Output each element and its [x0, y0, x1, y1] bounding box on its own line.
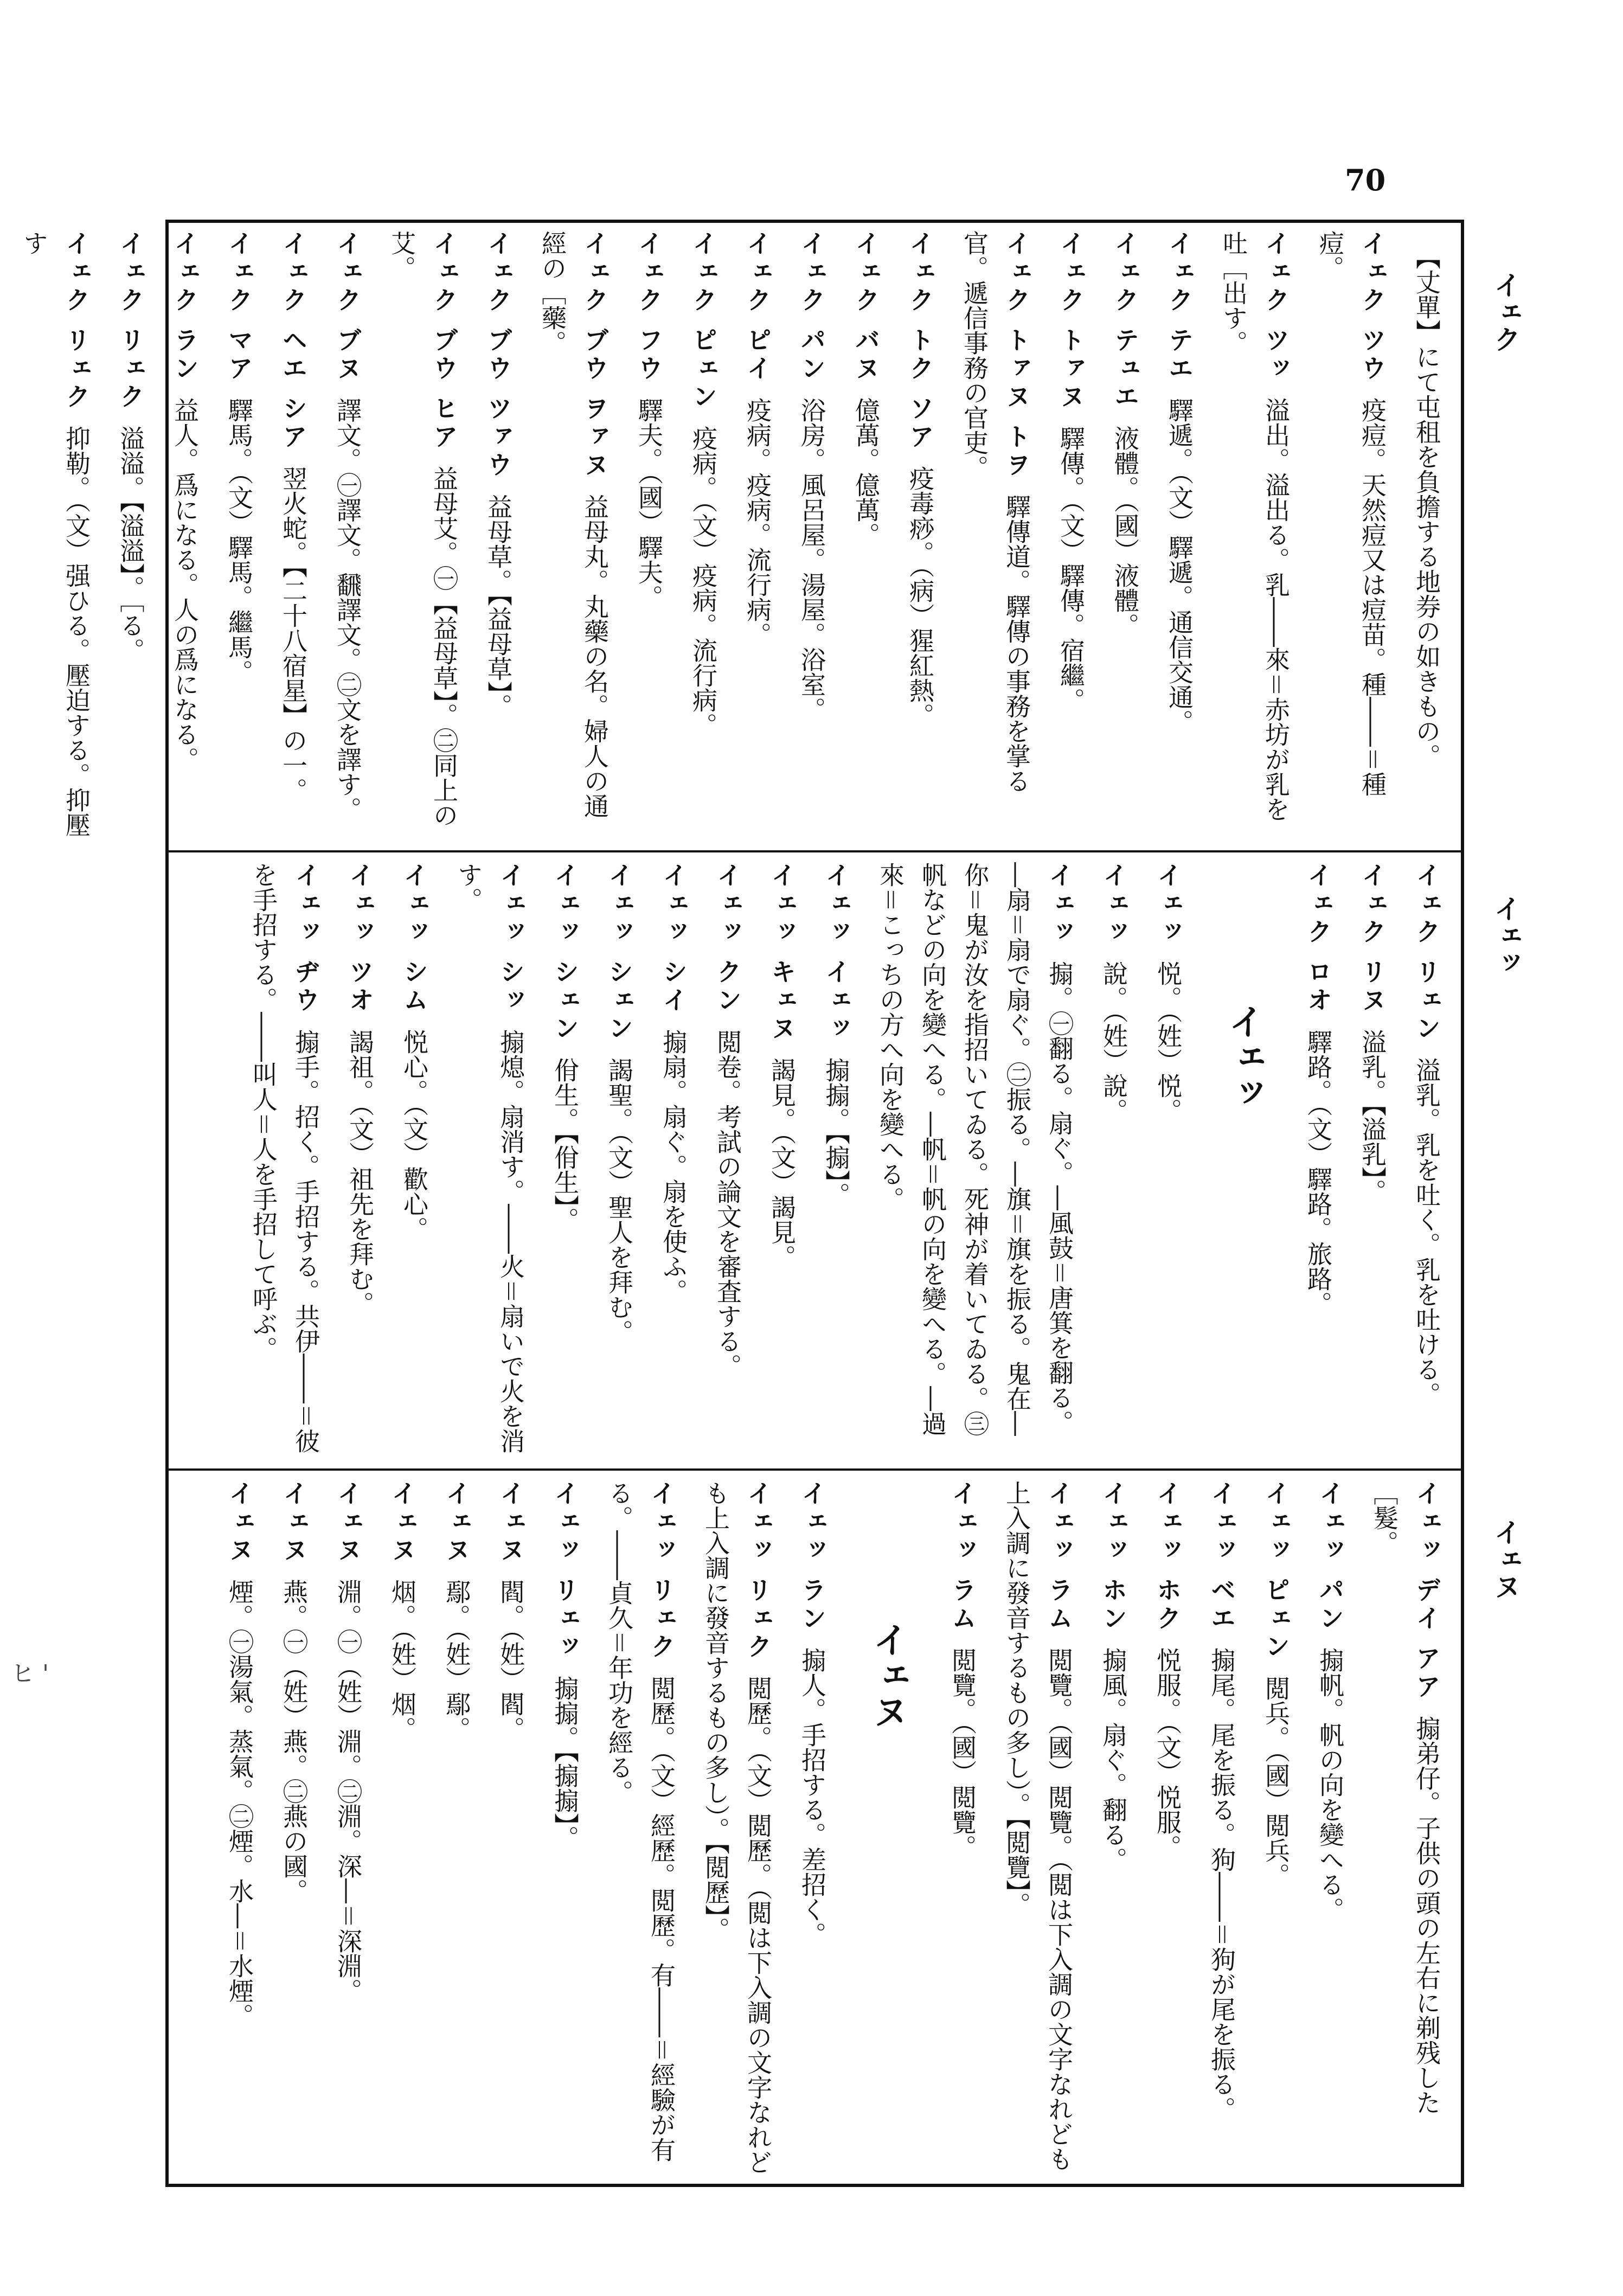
- entry-definition: 驛夫。（國）驛夫。: [634, 397, 664, 610]
- entry-definition: 佾生。【佾生】。: [550, 1057, 580, 1233]
- dictionary-entry: [218, 230, 260, 684]
- entry-headword: イェッ パン: [1316, 1480, 1345, 1634]
- dictionary-entry: [381, 230, 465, 843]
- entry-definition: 謁祖。（文）祖先を拜む。: [345, 1029, 375, 1317]
- stray-mark: ヒ ': [11, 1660, 49, 1688]
- dictionary-entry: [736, 230, 779, 647]
- entry-headword: イェッ リェッ: [550, 1480, 580, 1662]
- entry-definition: 【丈單】にて屯租を負擔する地券の如きもの。: [1412, 245, 1441, 768]
- entry-headword: イェク テュエ: [1111, 230, 1140, 412]
- entry-definition: 悦心。（文）歡心。: [400, 1029, 429, 1242]
- dictionary-entry: [381, 1480, 424, 1741]
- entry-definition: 驛傳。（文）驛傳。宿繼。: [1056, 426, 1086, 713]
- entry-definition: 驛馬。（文）驛馬。繼馬。: [224, 397, 254, 685]
- dictionary-entry: [1201, 1480, 1243, 2121]
- entry-headword: イェッ ツオ: [345, 862, 375, 1016]
- entry-definition: 說。（姓）說。: [1099, 961, 1128, 1123]
- entry-definition: 益人。爲になる。人の爲になる。: [170, 397, 200, 772]
- entry-headword: イェッ ラム: [1044, 1480, 1074, 1634]
- dictionary-entry: [490, 1480, 532, 1741]
- dictionary-entry: [1297, 862, 1339, 1316]
- entry-definition: 溢乳。乳を吐く。乳を吐ける。: [1412, 1057, 1441, 1407]
- dictionary-entry: [477, 230, 519, 719]
- entry-headword: イェッ デイ アア: [1412, 1480, 1441, 1702]
- entry-headword: イェク リェク: [62, 230, 91, 412]
- entry-headword: イェク ラン: [170, 230, 200, 384]
- dictionary-entry: [219, 1480, 261, 2028]
- header-mark-1: イェク: [1490, 271, 1521, 352]
- entry-definition: 浴房。風呂屋。湯屋。浴室。: [797, 397, 826, 722]
- dictionary-entry: [273, 1480, 315, 1903]
- entry-headword: イェッ ピェン: [1261, 1480, 1291, 1662]
- entry-headword: イェッ: [1045, 862, 1074, 947]
- entry-definition: 搧搧。【搧搧】。: [550, 1676, 580, 1851]
- entry-definition: 搧弟仔。子供の頭の左右に剃残した［髮。: [1370, 1480, 1441, 2115]
- dictionary-entry: [327, 1480, 369, 2003]
- entry-headword: イェク ピイ: [743, 230, 772, 384]
- entry-definition: 益母艾。㊀【益母草】。㊁同上の艾。: [387, 230, 459, 828]
- entry-headword: イェッ イェッ: [822, 862, 851, 1044]
- dictionary-entry: [845, 230, 887, 547]
- entry-headword: イェッ シッ: [496, 862, 525, 1016]
- entry-headword: イェク ヘエ シア: [279, 230, 308, 452]
- entry-headword: イェク バヌ: [851, 230, 881, 384]
- entry-definition: 搧。㊀翻る。扇ぐ。―風鼓＝唐箕を翻る。―扇＝扇で扇ぐ。㊁振る。―旗＝旗を振る。鬼在―你＝鬼が汝を指招いてゐる。死神が着いてゐる。㊂帆などの向を變へる。―帆＝帆の向を變へる。―過來＝こっちの方へ向を變へる。: [876, 862, 1074, 1436]
- dictionary-entry: [110, 230, 152, 663]
- dictionary-entry: [761, 862, 803, 1269]
- entry-definition: 搧人。手招する。差招く。: [798, 1647, 827, 1947]
- entry-headword: イェッ シェン: [605, 862, 634, 1044]
- dictionary-entry: [1092, 1480, 1134, 1872]
- entry-definition: 疫痘。天然痘又は痘苗。種――＝種痘。: [1316, 230, 1387, 797]
- entry-headword: イェッ シム: [400, 862, 429, 1016]
- dictionary-entry: [1158, 230, 1201, 734]
- entry-definition: 搧風。扇ぐ。翻る。: [1099, 1647, 1128, 1872]
- dictionary-entry: [1363, 1480, 1448, 2177]
- entry-headword: イェッ シイ: [659, 862, 688, 1016]
- dictionary-entry: [164, 230, 206, 772]
- dictionary-entry: [339, 862, 381, 1316]
- entry-definition: 億萬。億萬。: [851, 397, 881, 548]
- entry-definition: 搧扇。扇ぐ。扇を使ふ。: [659, 1029, 688, 1304]
- entry-headword: イェヌ: [279, 1480, 309, 1565]
- entry-headword: イェク パン: [797, 230, 826, 384]
- entry-definition: 搧尾。尾を振る。狗――＝狗が尾を振る。: [1207, 1647, 1236, 2122]
- entry-headword: イェッ キェヌ: [767, 862, 797, 1044]
- entry-headword: イェッ ホク: [1153, 1480, 1182, 1634]
- entry-headword: イェッ: [1153, 862, 1183, 947]
- entry-definition: 烟。（姓）烟。: [388, 1579, 417, 1741]
- dictionary-entry: [1093, 862, 1135, 1123]
- entry-definition: 溢溢。【溢溢】。［る。: [116, 426, 145, 663]
- dictionary-entry: [1406, 230, 1448, 768]
- entry-definition: 譯文。㊀譯文。飜譯文。㊁文を譯す。: [333, 397, 362, 822]
- entry-definition: 抑勒。（文）强ひる。壓迫する。抑壓す: [20, 230, 91, 838]
- entry-headword: イェク フウ: [634, 230, 664, 384]
- section-middle: [182, 862, 1448, 1459]
- entry-definition: 閲兵。（國）閲兵。: [1261, 1676, 1291, 1888]
- entry-headword: イェク ブウ ヒア: [429, 230, 459, 452]
- entry-headword: イェヌ: [388, 1480, 417, 1565]
- entry-definition: 鄢。（姓）鄢。: [442, 1579, 471, 1741]
- entry-headword: イェク テエ: [1165, 230, 1194, 384]
- dictionary-entry: [13, 230, 98, 843]
- page-number: 70: [1345, 163, 1386, 197]
- entry-definition: 搧手。招く。手招する。共伊――＝彼を手招する。――叫人＝人を手招して呼ぶ。: [249, 862, 320, 1454]
- dictionary-entry: [544, 1480, 586, 1850]
- dictionary-entry: [1351, 862, 1394, 1204]
- entry-definition: 驛傳道。驛傳の事務を掌る官。遞信事務の官吏。: [960, 230, 1031, 794]
- entry-definition: 驛遞。（文）驛遞。通信交通。: [1165, 397, 1194, 735]
- section-divider-1: [165, 850, 1464, 852]
- entry-headword: イェク トク ソア: [906, 230, 935, 452]
- dictionary-entry: [242, 862, 327, 1459]
- entry-headword: イェク ピェン: [689, 230, 718, 412]
- dictionary-entry: [447, 862, 532, 1459]
- entry-headword: イェッ リェク: [647, 1480, 676, 1662]
- dictionary-entry: [1213, 230, 1297, 843]
- entry-definition: 閲歷。（文）經歷。閲歷。有――＝經驗が有る。――貞久＝年功を經る。: [605, 1480, 676, 2163]
- entry-headword: イェク リェク: [116, 230, 145, 412]
- dictionary-entry: [707, 862, 749, 1378]
- dictionary-entry: [791, 1480, 833, 1947]
- entry-definition: 疫病。（文）疫病。流行病。: [689, 426, 718, 738]
- entry-definition: 驛路。（文）驛路。旅路。: [1304, 1029, 1333, 1317]
- entry-headword: イェク ツウ: [1358, 230, 1387, 384]
- header-mark-3: イェヌ: [1490, 1518, 1521, 1600]
- entry-definition: 溢乳。【溢乳】。: [1358, 1029, 1387, 1204]
- dictionary-entry: [996, 1480, 1080, 2177]
- entry-definition: 淵。㊀（姓）淵。㊁淵。深―＝深淵。: [333, 1579, 363, 2003]
- dictionary-entry: [791, 230, 833, 722]
- entry-headword: イェヌ: [225, 1480, 254, 1565]
- entry-headword: イェヌ: [442, 1480, 471, 1565]
- entry-headword: イェッ リェク: [743, 1480, 773, 1662]
- entry-definition: 閲卷。考試の論文を審査する。: [713, 1029, 742, 1379]
- dictionary-entry: [326, 230, 369, 822]
- entry-definition: 益母草。【益母草】。: [484, 494, 513, 719]
- entry-definition: 悦服。（文）悦服。: [1153, 1647, 1182, 1860]
- dictionary-entry: [1406, 862, 1448, 1407]
- entry-headword: イェク マア: [224, 230, 254, 384]
- dictionary-entry: [1104, 230, 1146, 638]
- entry-headword: イェッ ホン: [1099, 1480, 1128, 1634]
- entry-definition: 搧熄。扇消す。――火＝扇いで火を消す。: [454, 862, 525, 1454]
- dictionary-entry: [682, 230, 724, 737]
- entry-definition: 悦。（姓）悦。: [1153, 961, 1183, 1123]
- entry-definition: 益母丸。丸藥の名。婦人の通經の［藥。: [538, 230, 610, 819]
- entry-headword: イェッ シェン: [550, 862, 580, 1044]
- entry-definition: 煙。㊀湯氣。蒸氣。㊁煙。水―＝水煙。: [225, 1579, 254, 2028]
- section-bottom: [182, 1480, 1448, 2177]
- entry-definition: 閲覽。（國）閲覽。（閲は下入調の文字なれども上入調に發音するもの多し）。【閲覽】。: [1002, 1480, 1074, 2172]
- section-top: [20, 230, 1448, 843]
- section-subheading: イェヌ: [867, 1621, 908, 1729]
- entry-headword: イェッ ラム: [948, 1480, 977, 1634]
- entry-headword: イェヌ: [496, 1480, 525, 1565]
- entry-definition: 溢出。溢出る。乳――來＝赤坊が乳を吐［出す。: [1219, 230, 1291, 822]
- entry-headword: イェク ブウ ヲァヌ: [580, 230, 610, 480]
- dictionary-entry: [1050, 230, 1092, 713]
- dictionary-entry: [1146, 1480, 1189, 1859]
- dictionary-entry: [869, 862, 1081, 1459]
- entry-headword: イェッ ヂウ: [291, 862, 320, 1016]
- header-mark-2: イェッ: [1490, 895, 1521, 976]
- dictionary-entry: [393, 862, 435, 1241]
- entry-headword: イェク リヌ: [1358, 862, 1387, 1016]
- dictionary-entry: [1309, 1480, 1351, 1922]
- entry-headword: イェク ロオ: [1304, 862, 1333, 1016]
- entry-definition: 燕。㊀（姓）燕。㊁燕の國。: [279, 1579, 309, 1903]
- dictionary-entry: [695, 1480, 779, 2177]
- dictionary-entry: [598, 862, 640, 1344]
- entry-definition: 疫毒痧。（病）猩紅熱。: [906, 466, 935, 728]
- entry-definition: 閲歷。（文）閲歷。（閲は下入調の文字なれども上入調に發音するもの多し）。【閲歷】。: [701, 1480, 773, 2175]
- entry-definition: 搧帆。帆の向を變へる。: [1316, 1647, 1345, 1922]
- entry-headword: イェッ ラン: [798, 1480, 827, 1634]
- entry-definition: 謁見。（文）謁見。: [767, 1057, 797, 1270]
- dictionary-entry: [652, 862, 695, 1304]
- dictionary-entry: [899, 230, 941, 728]
- entry-headword: イェク リェン: [1412, 862, 1441, 1044]
- dictionary-entry: [1309, 230, 1394, 843]
- entry-definition: 疫病。疫病。流行病。: [743, 397, 772, 647]
- dictionary-entry: [544, 862, 586, 1232]
- entry-headword: イェッ クン: [713, 862, 742, 1016]
- entry-headword: イェッ ベエ: [1207, 1480, 1236, 1634]
- dictionary-entry: [598, 1480, 683, 2177]
- entry-definition: 閻。（姓）閻。: [496, 1579, 525, 1741]
- entry-definition: 謁聖。（文）聖人を拜む。: [605, 1057, 634, 1345]
- entry-headword: イェク ブヌ: [333, 230, 362, 384]
- dictionary-entry: [628, 230, 670, 610]
- entry-headword: イェク トァヌ: [1056, 230, 1086, 412]
- dictionary-entry: [815, 862, 857, 1207]
- section-divider-2: [165, 1468, 1464, 1471]
- dictionary-entry: [941, 1480, 984, 1859]
- dictionary-entry: [272, 230, 315, 803]
- entry-definition: 液體。（國）液體。: [1111, 426, 1140, 638]
- entry-definition: 搧搧。【搧】。: [822, 1057, 851, 1208]
- entry-headword: イェク ツッ: [1261, 230, 1291, 384]
- dictionary-entry: [1255, 1480, 1297, 1888]
- entry-definition: 翌火蛇。【二十八宿星】の一。: [279, 466, 308, 803]
- dictionary-entry: [1147, 862, 1189, 1123]
- dictionary-entry: [953, 230, 1038, 843]
- section-subheading: イェッ: [1222, 1003, 1264, 1111]
- entry-headword: イェヌ: [333, 1480, 363, 1565]
- entry-definition: 閲覽。（國）閲覽。: [948, 1647, 977, 1860]
- entry-headword: イェッ: [1099, 862, 1128, 947]
- dictionary-entry: [531, 230, 616, 843]
- entry-headword: イェク ブウ ツァウ: [484, 230, 513, 480]
- entry-headword: イェク トァヌ トヲ: [1002, 230, 1031, 480]
- dictionary-entry: [435, 1480, 478, 1741]
